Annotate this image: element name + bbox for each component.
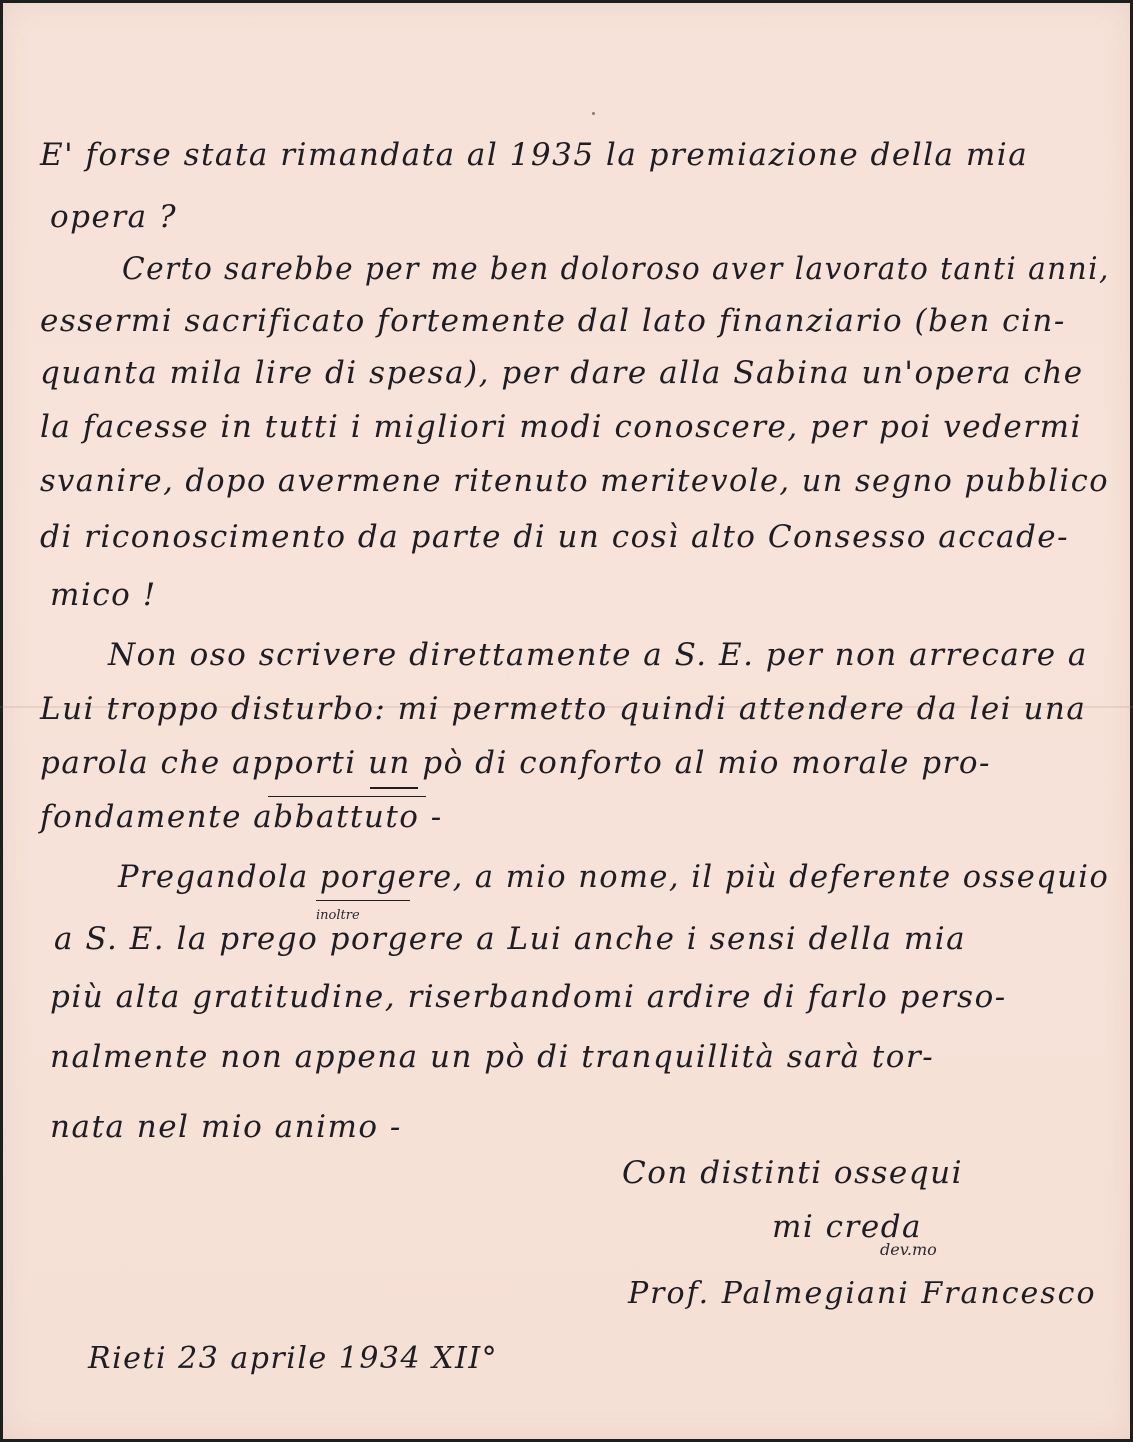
letter-line: più alta gratitudine, riserbandomi ardire di farlo perso- [50,979,1007,1015]
letter-line: parola che apporti un pò di conforto al mio morale pro- [40,745,991,781]
letter-line: essermi sacrificato fortemente dal lato finanziario (ben cin- [40,303,1066,339]
letter-line: di riconoscimento da parte di un così alto Consesso accade- [40,519,1070,555]
underline-stroke [268,796,426,797]
letter-line: Non oso scrivere direttamente a S. E. per non arrecare a [108,637,1088,673]
underline-stroke [370,787,418,789]
letter-line: mico ! [50,577,157,613]
ink-speck [592,112,595,115]
letter-line: opera ? [50,199,178,235]
closing-salutation: mi creda [772,1209,923,1245]
letter-line: a S. E. la prego porgere a Lui anche i sensi della mia [54,921,967,957]
letter-line: nata nel mio animo - [50,1109,402,1145]
letter-line: svanire, dopo avermene ritenuto meritevole, un segno pubblico [40,463,1109,499]
letter-line: Pregandola porgere, a mio nome, il più deferente ossequio [118,859,1110,895]
letter-line: Lui troppo disturbo: mi permetto quindi attendere da lei una [40,691,1087,727]
dateline: Rieti 23 aprile 1934 XII° [88,1341,499,1376]
signature: Prof. Palmegiani Francesco [628,1276,1097,1311]
letter-line: quanta mila lire di spesa), per dare alla Sabina un'opera che [40,355,1084,391]
signature-superscript: dev.mo [880,1240,937,1259]
letter-line: la facesse in tutti i migliori modi conoscere, per poi vedermi [40,409,1082,445]
letter-line: E' forse stata rimandata al 1935 la premiazione della mia [40,137,1029,173]
letter-line: fondamente abbattuto - [40,799,443,835]
letter-line: Certo sarebbe per me ben doloroso aver lavorato tanti anni, [122,251,1110,287]
letter-line: nalmente non appena un pò di tranquillità sarà tor- [50,1039,935,1075]
interlinear-insertion: inoltre [316,908,360,923]
closing-salutation: Con distinti ossequi [622,1155,963,1191]
strikethrough-stroke [316,900,410,901]
